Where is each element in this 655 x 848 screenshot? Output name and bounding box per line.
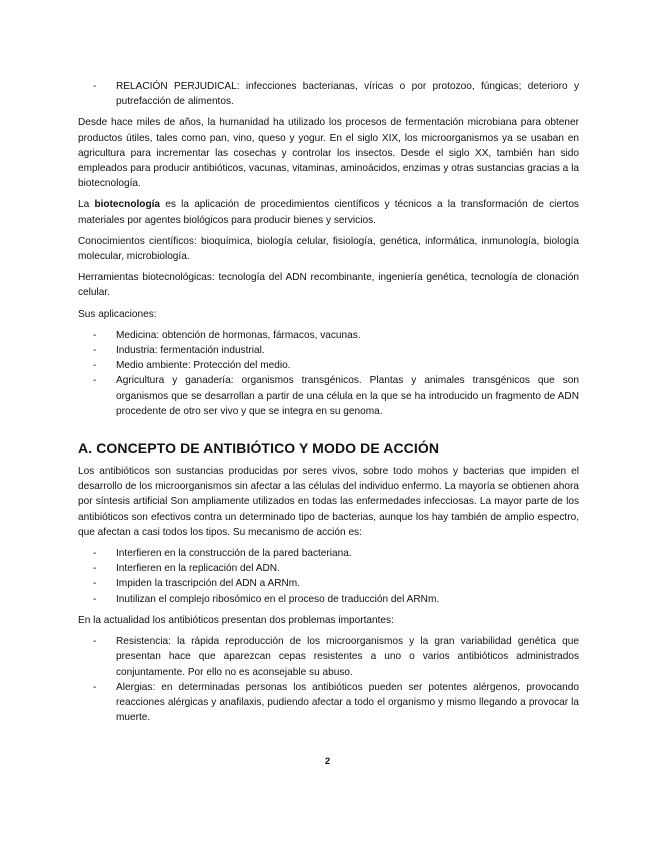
definition-term: biotecnología	[94, 199, 161, 211]
list-item-text: Agricultura y ganadería: organismos transgénicos. Plantas y animales transgénicos que son organismos que se desarrollan a partir de una célula en la que se ha introducido un fragmento de ADN procedente de otro ser vivo y que se integra en su genoma.	[116, 375, 579, 417]
list-dash: -	[93, 548, 97, 560]
list-item	[78, 546, 579, 561]
paragraph-scientific-knowledge: Conocimientos científicos: bioquímica, biología celular, fisiología, genética, informática, inmunología, biología molecular, microbiología.	[78, 235, 579, 263]
page-number: 2	[324, 756, 331, 767]
list-item	[78, 680, 579, 726]
problems-list	[78, 634, 579, 725]
list-dash: -	[93, 81, 97, 92]
list-item	[78, 328, 579, 343]
list-dash: -	[93, 681, 97, 693]
list-item	[78, 561, 579, 576]
list-item-text: Medicina: obtención de hormonas, fármacos, vacunas.	[116, 329, 361, 341]
list-item-text: Industria: fermentación industrial.	[116, 345, 265, 357]
list-item	[78, 358, 579, 373]
list-item-text: RELACIÓN PERJUDICAL: infecciones bacterianas, víricas o por protozoo, fúngicas; deterioro y putrefacción de alimentos.	[116, 81, 579, 108]
list-item-text: Resistencia: la rápida reproducción de los microorganismos y la gran variabilidad genética que presentan hace que aparezcan cepas resistentes a uno o varios antibióticos administrados conjuntamente. Por ello no es aconsejable su abuso.	[116, 636, 579, 678]
list-item-text: Interfieren en la construcción de la pared bacteriana.	[116, 548, 352, 560]
relation-list	[78, 79, 579, 109]
list-item	[78, 634, 579, 680]
list-dash: -	[93, 636, 97, 648]
page-content	[78, 79, 579, 731]
list-item	[78, 79, 579, 109]
paragraph-history: Desde hace miles de años, la humanidad ha utilizado los procesos de fermentación microbiana para obtener productos útiles, tales como pan, vino, queso y yogur. En el siglo XIX, los microorganismos ya se usaban en agricultura para incrementar las cosechas y controlar los insectos. Desde el siglo XX, también han sido empleados para producir antibióticos, vacunas, vitaminas, aminoácidos, enzimas y otras sustancias gracias a la biotecnología.	[78, 117, 579, 190]
list-item-text: Inutilizan el complejo ribosómico en el proceso de traducción del ARNm.	[116, 593, 440, 605]
list-dash: -	[93, 329, 97, 341]
list-dash: -	[93, 578, 97, 590]
list-item	[78, 592, 579, 607]
definition-rest: es la aplicación de procedimientos científicos y técnicos a la transformación de ciertos materiales por agentes biológicos para producir bienes y servicios.	[78, 199, 579, 226]
list-dash: -	[93, 375, 97, 387]
list-item	[78, 373, 579, 419]
section-heading: A. CONCEPTO DE ANTIBIÓTICO Y MODO DE ACCIÓN	[78, 440, 440, 457]
paragraph-biotech-tools: Herramientas biotecnológicas: tecnología del ADN recombinante, ingeniería genética, tecnología de clonación celular.	[78, 272, 579, 299]
list-item-text: Impiden la trascripción del ADN a ARNm.	[116, 578, 301, 590]
list-dash: -	[93, 345, 97, 357]
mechanisms-list	[78, 546, 579, 607]
list-item-text: Interfieren en la replicación del ADN.	[116, 563, 280, 575]
list-item-text: Alergias: en determinadas personas los antibióticos pueden ser potentes alérgenos, provocando reacciones alérgicas y anafilaxis, pudiendo afectar a todo el organismo y mismo llegando a provocar la muerte.	[116, 681, 579, 724]
list-item	[78, 576, 579, 591]
definition-prefix: La	[78, 199, 95, 211]
paragraph-problems-intro: En la actualidad los antibióticos presentan dos problemas importantes:	[78, 614, 394, 626]
list-item-text: Medio ambiente: Protección del medio.	[116, 360, 291, 372]
paragraph-biotech-definition	[78, 197, 579, 227]
applications-list	[78, 328, 579, 419]
list-item	[78, 343, 579, 358]
paragraph-applications-intro: Sus aplicaciones:	[78, 308, 157, 320]
list-dash: -	[93, 360, 97, 372]
list-dash: -	[93, 563, 97, 575]
list-dash: -	[93, 593, 97, 605]
paragraph-antibiotics-definition: Los antibióticos son sustancias producidas por seres vivos, sobre todo mohos y bacterias que impiden el desarrollo de los microorganismos sin afectar a las células del individuo enfermo. La mayoría se obtienen ahora por síntesis artificial Son ampliamente utilizados en todas las enfermedades infecciosas. La mayor parte de los antibióticos son efectivos contra un determinado tipo de bacterias, aunque los hay también de amplio espectro, que afectan a casi todos los tipos. Su mecanismo de acción es:	[78, 466, 579, 538]
